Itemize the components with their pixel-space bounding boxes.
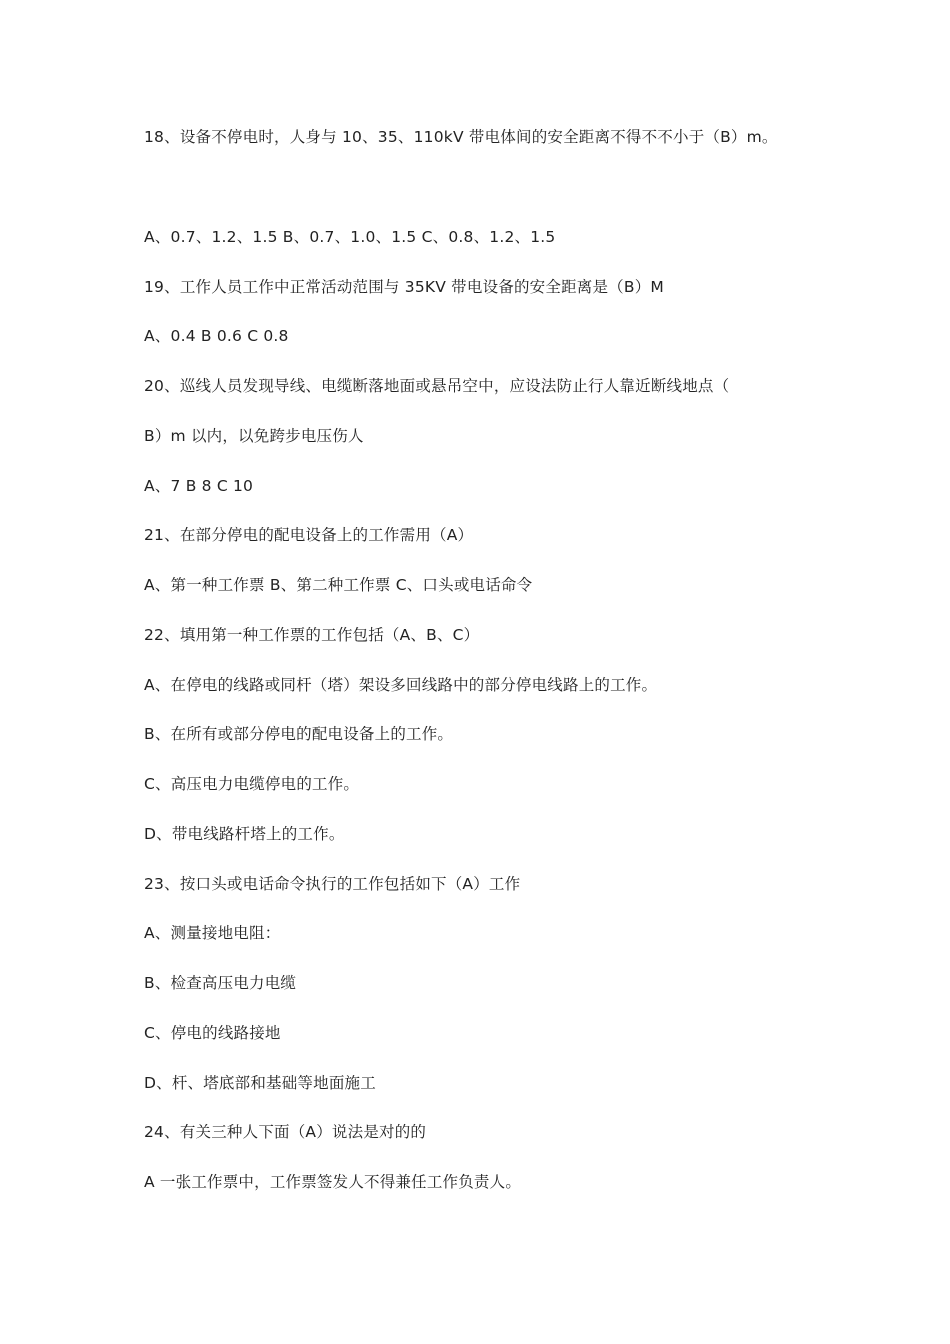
question-22-text: 22、填用第一种工作票的工作包括（A、B、C） (144, 626, 480, 644)
question-22-option-c: C、高压电力电缆停电的工作。 (144, 775, 360, 793)
question-23-text: 23、按口头或电话命令执行的工作包括如下（A）工作 (144, 875, 521, 893)
question-24-option-a: A 一张工作票中，工作票签发人不得兼任工作负责人。 (144, 1173, 522, 1191)
question-18-text: 18、设备不停电时，人身与 10、35、110kV 带电体间的安全距离不得不不小于（B）m。 (144, 128, 778, 146)
question-20-text: 20、巡线人员发现导线、电缆断落地面或悬吊空中，应设法防止行人靠近断线地点（ (144, 377, 730, 395)
question-23-option-c: C、停电的线路接地 (144, 1024, 281, 1042)
question-20-options: A、7 B 8 C 10 (144, 477, 254, 495)
question-24-text: 24、有关三种人下面（A）说法是对的的 (144, 1123, 427, 1141)
question-23-option-b: B、检查高压电力电缆 (144, 974, 297, 992)
question-18-options: A、0.7、1.2、1.5 B、0.7、1.0、1.5 C、0.8、1.2、1.5 (144, 228, 556, 246)
question-19-options: A、0.4 B 0.6 C 0.8 (144, 327, 289, 345)
question-22-option-a: A、在停电的线路或同杆（塔）架设多回线路中的部分停电线路上的工作。 (144, 676, 658, 694)
question-20-text-continued: B）m 以内，以免跨步电压伤人 (144, 427, 364, 445)
question-21-text: 21、在部分停电的配电设备上的工作需用（A） (144, 526, 474, 544)
question-22-option-d: D、带电线路杆塔上的工作。 (144, 825, 345, 843)
question-23-option-d: D、杆、塔底部和基础等地面施工 (144, 1074, 376, 1092)
question-23-option-a: A、测量接地电阻： (144, 924, 281, 942)
question-21-options: A、第一种工作票 B、第二种工作票 C、口头或电话命令 (144, 576, 533, 594)
question-22-option-b: B、在所有或部分停电的配电设备上的工作。 (144, 725, 454, 743)
question-19-text: 19、工作人员工作中正常活动范围与 35KV 带电设备的安全距离是（B）M (144, 278, 664, 296)
